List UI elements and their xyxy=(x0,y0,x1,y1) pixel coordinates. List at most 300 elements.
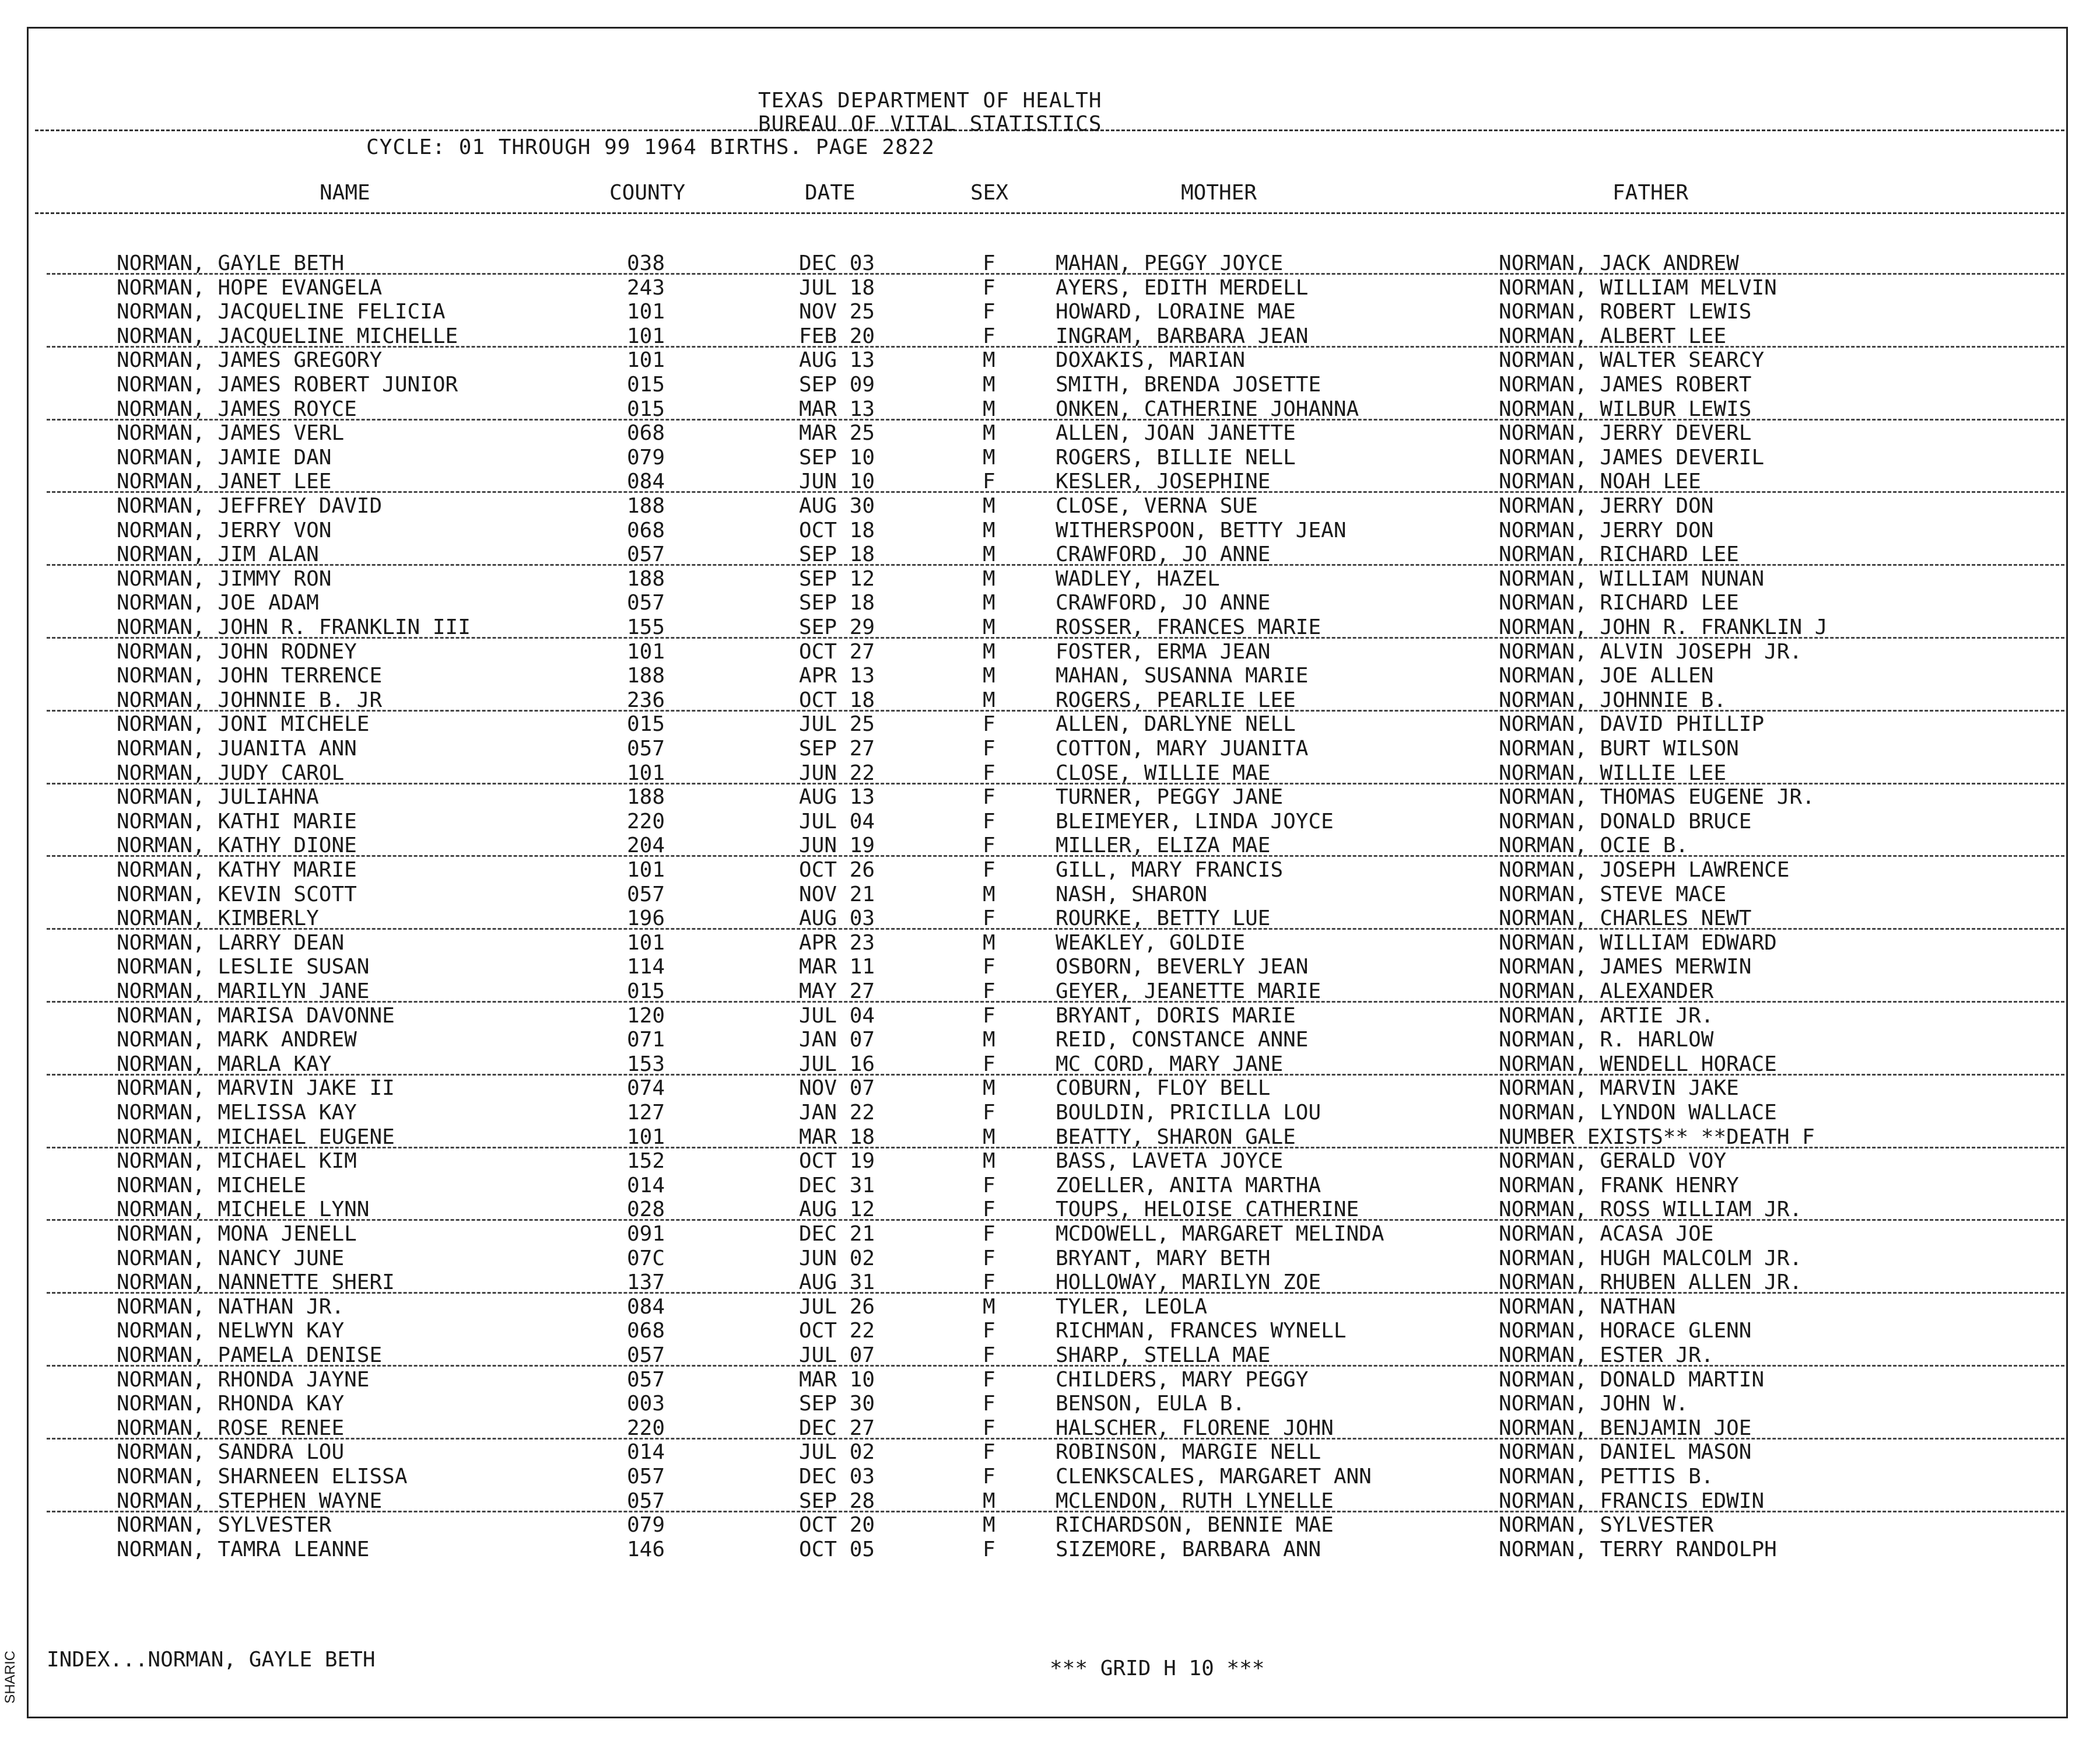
record-name: NORMAN, KEVIN SCOTT xyxy=(117,882,357,906)
record-date: OCT 18 xyxy=(799,688,875,712)
record-date: JUN 10 xyxy=(799,470,875,494)
record-date: NOV 21 xyxy=(799,882,875,906)
record-date: OCT 20 xyxy=(799,1513,875,1538)
record-mother: ROGERS, PEARLIE LEE xyxy=(1056,688,1296,712)
record-father: NORMAN, HUGH MALCOLM JR. xyxy=(1499,1246,1803,1270)
record-father: NORMAN, JAMES MERWIN xyxy=(1499,955,1752,979)
record-mother: RICHARDSON, BENNIE MAE xyxy=(1056,1513,1334,1538)
record-date: MAR 11 xyxy=(799,955,875,979)
row-separator xyxy=(47,855,2064,857)
record-mother: BENSON, EULA B. xyxy=(1056,1392,1246,1416)
record-father: NORMAN, THOMAS EUGENE JR. xyxy=(1499,785,1815,810)
record-name: NORMAN, MICHELE xyxy=(117,1173,307,1197)
record-sex: F xyxy=(983,979,995,1003)
record-county: 003 xyxy=(627,1392,665,1416)
record-county: 101 xyxy=(627,761,665,785)
record-father: NORMAN, WILLIAM NUNAN xyxy=(1499,566,1765,591)
column-header-county: COUNTY xyxy=(609,181,686,205)
record-county: 137 xyxy=(627,1270,665,1295)
record-county: 057 xyxy=(627,1465,665,1489)
record-date: APR 13 xyxy=(799,664,875,688)
record-father: NORMAN, GERALD VOY xyxy=(1499,1149,1727,1174)
record-mother: TYLER, LEOLA xyxy=(1056,1294,1208,1319)
record-mother: ROURKE, BETTY LUE xyxy=(1056,906,1271,931)
record-mother: MCLENDON, RUTH LYNELLE xyxy=(1056,1489,1334,1513)
record-date: SEP 18 xyxy=(799,542,875,567)
record-date: SEP 30 xyxy=(799,1392,875,1416)
record-father: NORMAN, DONALD MARTIN xyxy=(1499,1367,1765,1392)
record-sex: M xyxy=(983,664,995,688)
record-name: NORMAN, NANNETTE SHERI xyxy=(117,1270,395,1295)
record-county: 101 xyxy=(627,639,665,664)
record-father: NORMAN, CHARLES NEWT xyxy=(1499,906,1752,931)
record-county: 152 xyxy=(627,1149,665,1174)
record-sex: M xyxy=(983,518,995,542)
record-name: NORMAN, SYLVESTER xyxy=(117,1513,332,1538)
row-separator xyxy=(47,1219,2064,1221)
record-sex: F xyxy=(983,761,995,785)
record-mother: ROGERS, BILLIE NELL xyxy=(1056,445,1296,470)
record-sex: F xyxy=(983,858,995,882)
record-mother: DOXAKIS, MARIAN xyxy=(1056,348,1246,373)
record-mother: ROSSER, FRANCES MARIE xyxy=(1056,615,1321,639)
record-mother: GILL, MARY FRANCIS xyxy=(1056,858,1284,882)
record-mother: TOUPS, HELOISE CATHERINE xyxy=(1056,1197,1359,1222)
record-sex: F xyxy=(983,1465,995,1489)
record-date: JAN 07 xyxy=(799,1028,875,1052)
record-name: NORMAN, JIM ALAN xyxy=(117,542,319,567)
record-name: NORMAN, JAMES ROYCE xyxy=(117,397,357,421)
record-sex: F xyxy=(983,1101,995,1125)
record-father: NORMAN, NATHAN xyxy=(1499,1294,1676,1319)
record-name: NORMAN, MICHAEL KIM xyxy=(117,1149,357,1174)
record-county: 084 xyxy=(627,1294,665,1319)
record-name: NORMAN, SHARNEEN ELISSA xyxy=(117,1465,408,1489)
record-father: NORMAN, TERRY RANDOLPH xyxy=(1499,1537,1777,1561)
record-county: 079 xyxy=(627,445,665,470)
record-county: 188 xyxy=(627,566,665,591)
record-name: NORMAN, TAMRA LEANNE xyxy=(117,1537,370,1561)
record-county: 068 xyxy=(627,1319,665,1343)
column-header-date: DATE xyxy=(805,181,856,205)
record-mother: WEAKLEY, GOLDIE xyxy=(1056,930,1246,955)
record-date: OCT 19 xyxy=(799,1149,875,1174)
record-date: JUN 19 xyxy=(799,834,875,858)
record-father: NORMAN, WILLIAM MELVIN xyxy=(1499,275,1777,300)
record-county: 057 xyxy=(627,542,665,567)
record-county: 071 xyxy=(627,1028,665,1052)
record-date: OCT 26 xyxy=(799,858,875,882)
record-mother: ALLEN, DARLYNE NELL xyxy=(1056,712,1296,737)
row-separator xyxy=(47,710,2064,712)
record-date: SEP 18 xyxy=(799,591,875,615)
record-name: NORMAN, NELWYN KAY xyxy=(117,1319,345,1343)
record-county: 220 xyxy=(627,809,665,834)
record-county: 068 xyxy=(627,518,665,542)
record-county: 07C xyxy=(627,1246,665,1270)
record-sex: M xyxy=(983,445,995,470)
record-county: 146 xyxy=(627,1537,665,1561)
record-mother: BLEIMEYER, LINDA JOYCE xyxy=(1056,809,1334,834)
record-date: DEC 31 xyxy=(799,1173,875,1197)
record-sex: M xyxy=(983,397,995,421)
record-father: NORMAN, JOHN W. xyxy=(1499,1392,1689,1416)
record-date: JUL 07 xyxy=(799,1343,875,1367)
record-name: NORMAN, HOPE EVANGELA xyxy=(117,275,383,300)
record-mother: WITHERSPOON, BETTY JEAN xyxy=(1056,518,1347,542)
record-sex: F xyxy=(983,785,995,810)
record-date: MAR 10 xyxy=(799,1367,875,1392)
record-sex: F xyxy=(983,1222,995,1246)
record-sex: F xyxy=(983,470,995,494)
record-county: 091 xyxy=(627,1222,665,1246)
record-sex: M xyxy=(983,639,995,664)
record-father: NORMAN, HORACE GLENN xyxy=(1499,1319,1752,1343)
record-mother: CRAWFORD, JO ANNE xyxy=(1056,591,1271,615)
cycle-line: CYCLE: 01 THROUGH 99 1964 BIRTHS. PAGE 2822 xyxy=(366,135,935,159)
record-sex: M xyxy=(983,882,995,906)
record-name: NORMAN, JEFFREY DAVID xyxy=(117,494,383,518)
record-mother: FOSTER, ERMA JEAN xyxy=(1056,639,1271,664)
record-father: NORMAN, ESTER JR. xyxy=(1499,1343,1714,1367)
record-sex: F xyxy=(983,834,995,858)
record-date: OCT 18 xyxy=(799,518,875,542)
record-date: AUG 13 xyxy=(799,785,875,810)
row-separator xyxy=(47,1365,2064,1367)
record-mother: CLOSE, VERNA SUE xyxy=(1056,494,1258,518)
record-county: 057 xyxy=(627,737,665,761)
record-date: AUG 03 xyxy=(799,906,875,931)
row-separator xyxy=(47,1292,2064,1294)
record-sex: M xyxy=(983,688,995,712)
record-name: NORMAN, JAMES ROBERT JUNIOR xyxy=(117,373,458,397)
record-father: NORMAN, RICHARD LEE xyxy=(1499,542,1739,567)
record-sex: M xyxy=(983,930,995,955)
record-mother: OSBORN, BEVERLY JEAN xyxy=(1056,955,1309,979)
record-mother: ONKEN, CATHERINE JOHANNA xyxy=(1056,397,1359,421)
row-separator xyxy=(47,928,2064,930)
grid-indicator: *** GRID H 10 *** xyxy=(1050,1657,1265,1680)
record-name: NORMAN, JONI MICHELE xyxy=(117,712,370,737)
record-date: JUL 02 xyxy=(799,1440,875,1465)
record-name: NORMAN, JOHN TERRENCE xyxy=(117,664,383,688)
record-name: NORMAN, JAMES VERL xyxy=(117,421,345,446)
record-date: MAR 25 xyxy=(799,421,875,446)
record-county: 015 xyxy=(627,979,665,1003)
record-name: NORMAN, JOHN RODNEY xyxy=(117,639,357,664)
record-mother: HOLLOWAY, MARILYN ZOE xyxy=(1056,1270,1321,1295)
record-county: 236 xyxy=(627,688,665,712)
record-sex: F xyxy=(983,809,995,834)
record-county: 014 xyxy=(627,1440,665,1465)
record-father: NORMAN, LYNDON WALLACE xyxy=(1499,1101,1777,1125)
record-county: 057 xyxy=(627,882,665,906)
row-separator xyxy=(47,564,2064,566)
record-father: NORMAN, JERRY DEVERL xyxy=(1499,421,1752,446)
record-county: 015 xyxy=(627,397,665,421)
record-father: NORMAN, WILBUR LEWIS xyxy=(1499,397,1752,421)
record-name: NORMAN, MARVIN JAKE II xyxy=(117,1076,395,1101)
record-county: 015 xyxy=(627,373,665,397)
record-mother: HOWARD, LORAINE MAE xyxy=(1056,300,1296,324)
record-mother: SIZEMORE, BARBARA ANN xyxy=(1056,1537,1321,1561)
index-line: INDEX...NORMAN, GAYLE BETH xyxy=(47,1648,376,1672)
record-county: 101 xyxy=(627,348,665,373)
row-separator xyxy=(47,1001,2064,1003)
record-father: NORMAN, ARTIE JR. xyxy=(1499,1003,1714,1028)
record-father: NORMAN, ROBERT LEWIS xyxy=(1499,300,1752,324)
record-county: 084 xyxy=(627,470,665,494)
record-date: SEP 09 xyxy=(799,373,875,397)
row-separator xyxy=(47,1147,2064,1148)
record-county: 101 xyxy=(627,1125,665,1149)
record-date: NOV 07 xyxy=(799,1076,875,1101)
record-sex: F xyxy=(983,1173,995,1197)
record-mother: COBURN, FLOY BELL xyxy=(1056,1076,1271,1101)
record-name: NORMAN, JANET LEE xyxy=(117,470,332,494)
record-sex: F xyxy=(983,906,995,931)
record-name: NORMAN, JIMMY RON xyxy=(117,566,332,591)
record-name: NORMAN, MELISSA KAY xyxy=(117,1101,357,1125)
record-name: NORMAN, KATHI MARIE xyxy=(117,809,357,834)
record-date: OCT 05 xyxy=(799,1537,875,1561)
record-father: NORMAN, STEVE MACE xyxy=(1499,882,1727,906)
record-date: MAY 27 xyxy=(799,979,875,1003)
record-name: NORMAN, MONA JENELL xyxy=(117,1222,357,1246)
record-sex: F xyxy=(983,1270,995,1295)
column-header-mother: MOTHER xyxy=(1181,181,1257,205)
record-name: NORMAN, JOHNNIE B. JR xyxy=(117,688,383,712)
record-sex: F xyxy=(983,737,995,761)
record-date: MAR 18 xyxy=(799,1125,875,1149)
agency-title: TEXAS DEPARTMENT OF HEALTH xyxy=(758,89,1102,113)
record-date: DEC 27 xyxy=(799,1416,875,1440)
record-date: AUG 30 xyxy=(799,494,875,518)
record-name: NORMAN, NATHAN JR. xyxy=(117,1294,345,1319)
record-father: NORMAN, WILLIAM EDWARD xyxy=(1499,930,1777,955)
row-separator xyxy=(47,346,2064,348)
record-sex: M xyxy=(983,615,995,639)
record-sex: M xyxy=(983,494,995,518)
record-sex: M xyxy=(983,348,995,373)
record-father: NORMAN, JAMES ROBERT xyxy=(1499,373,1752,397)
record-father: NORMAN, RICHARD LEE xyxy=(1499,591,1739,615)
record-date: SEP 27 xyxy=(799,737,875,761)
record-name: NORMAN, KATHY DIONE xyxy=(117,834,357,858)
record-mother: HALSCHER, FLORENE JOHN xyxy=(1056,1416,1334,1440)
record-mother: MC CORD, MARY JANE xyxy=(1056,1052,1284,1076)
record-date: DEC 21 xyxy=(799,1222,875,1246)
record-county: 101 xyxy=(627,930,665,955)
row-separator xyxy=(47,419,2064,421)
record-county: 079 xyxy=(627,1513,665,1538)
record-date: JUN 22 xyxy=(799,761,875,785)
record-mother: ALLEN, JOAN JANETTE xyxy=(1056,421,1296,446)
record-date: JUL 04 xyxy=(799,1003,875,1028)
record-mother: AYERS, EDITH MERDELL xyxy=(1056,275,1309,300)
record-father: NORMAN, JOE ALLEN xyxy=(1499,664,1714,688)
record-name: NORMAN, KIMBERLY xyxy=(117,906,319,931)
record-county: 188 xyxy=(627,664,665,688)
record-mother: COTTON, MARY JUANITA xyxy=(1056,737,1309,761)
record-father: NORMAN, R. HARLOW xyxy=(1499,1028,1714,1052)
record-date: JUL 25 xyxy=(799,712,875,737)
record-mother: ZOELLER, ANITA MARTHA xyxy=(1056,1173,1321,1197)
record-sex: F xyxy=(983,300,995,324)
record-name: NORMAN, NANCY JUNE xyxy=(117,1246,345,1270)
record-name: NORMAN, STEPHEN WAYNE xyxy=(117,1489,383,1513)
record-date: AUG 13 xyxy=(799,348,875,373)
bureau-title: BUREAU OF VITAL STATISTICS xyxy=(758,112,1102,136)
record-name: NORMAN, MARLA KAY xyxy=(117,1052,332,1076)
record-father: NORMAN, JERRY DON xyxy=(1499,494,1714,518)
record-county: 057 xyxy=(627,591,665,615)
record-sex: F xyxy=(983,324,995,348)
record-name: NORMAN, SANDRA LOU xyxy=(117,1440,345,1465)
record-sex: F xyxy=(983,1197,995,1222)
record-name: NORMAN, JERRY VON xyxy=(117,518,332,542)
record-father: NORMAN, PETTIS B. xyxy=(1499,1465,1714,1489)
record-date: JAN 22 xyxy=(799,1101,875,1125)
record-father: NORMAN, DONALD BRUCE xyxy=(1499,809,1752,834)
record-sex: F xyxy=(983,712,995,737)
record-date: OCT 22 xyxy=(799,1319,875,1343)
record-date: DEC 03 xyxy=(799,1465,875,1489)
record-name: NORMAN, KATHY MARIE xyxy=(117,858,357,882)
record-sex: M xyxy=(983,421,995,446)
record-sex: M xyxy=(983,1149,995,1174)
record-date: SEP 29 xyxy=(799,615,875,639)
record-mother: CLOSE, WILLIE MAE xyxy=(1056,761,1271,785)
record-mother: MILLER, ELIZA MAE xyxy=(1056,834,1271,858)
column-header-father: FATHER xyxy=(1612,181,1689,205)
record-date: AUG 12 xyxy=(799,1197,875,1222)
record-county: 101 xyxy=(627,324,665,348)
row-separator xyxy=(47,1438,2064,1440)
record-father: NORMAN, JOHNNIE B. xyxy=(1499,688,1727,712)
record-father: NORMAN, ALEXANDER xyxy=(1499,979,1714,1003)
record-sex: M xyxy=(983,542,995,567)
record-father: NORMAN, ALBERT LEE xyxy=(1499,324,1727,348)
row-separator xyxy=(47,491,2064,493)
column-header-sex: SEX xyxy=(970,181,1009,205)
record-father: NORMAN, NOAH LEE xyxy=(1499,470,1701,494)
record-mother: TURNER, PEGGY JANE xyxy=(1056,785,1284,810)
record-name: NORMAN, MARK ANDREW xyxy=(117,1028,357,1052)
record-father: NORMAN, ALVIN JOSEPH JR. xyxy=(1499,639,1803,664)
record-date: FEB 20 xyxy=(799,324,875,348)
record-father: NORMAN, JAMES DEVERIL xyxy=(1499,445,1765,470)
record-county: 101 xyxy=(627,300,665,324)
record-father: NORMAN, WALTER SEARCY xyxy=(1499,348,1765,373)
record-sex: F xyxy=(983,1416,995,1440)
record-county: 014 xyxy=(627,1173,665,1197)
record-mother: KESLER, JOSEPHINE xyxy=(1056,470,1271,494)
record-mother: INGRAM, BARBARA JEAN xyxy=(1056,324,1309,348)
record-mother: ROBINSON, MARGIE NELL xyxy=(1056,1440,1321,1465)
record-county: 120 xyxy=(627,1003,665,1028)
record-father: NORMAN, JOHN R. FRANKLIN J xyxy=(1499,615,1828,639)
record-county: 057 xyxy=(627,1367,665,1392)
record-date: SEP 28 xyxy=(799,1489,875,1513)
record-date: JUL 18 xyxy=(799,275,875,300)
record-mother: CLENKSCALES, MARGARET ANN xyxy=(1056,1465,1372,1489)
record-date: JUN 02 xyxy=(799,1246,875,1270)
record-name: NORMAN, JACQUELINE FELICIA xyxy=(117,300,446,324)
record-name: NORMAN, JAMIE DAN xyxy=(117,445,332,470)
record-mother: SMITH, BRENDA JOSETTE xyxy=(1056,373,1321,397)
record-mother: MCDOWELL, MARGARET MELINDA xyxy=(1056,1222,1384,1246)
record-sex: M xyxy=(983,1513,995,1538)
record-name: NORMAN, JUANITA ANN xyxy=(117,737,357,761)
record-county: 068 xyxy=(627,421,665,446)
row-separator xyxy=(47,1511,2064,1512)
record-father: NORMAN, JOSEPH LAWRENCE xyxy=(1499,858,1790,882)
record-date: SEP 10 xyxy=(799,445,875,470)
column-header-name: NAME xyxy=(320,181,370,205)
record-sex: F xyxy=(983,1246,995,1270)
record-father: NORMAN, DAVID PHILLIP xyxy=(1499,712,1765,737)
record-county: 243 xyxy=(627,275,665,300)
record-mother: BASS, LAVETA JOYCE xyxy=(1056,1149,1284,1174)
record-mother: NASH, SHARON xyxy=(1056,882,1208,906)
record-father: NORMAN, RHUBEN ALLEN JR. xyxy=(1499,1270,1803,1295)
record-father: NORMAN, WILLIE LEE xyxy=(1499,761,1727,785)
record-county: 057 xyxy=(627,1489,665,1513)
record-name: NORMAN, JOE ADAM xyxy=(117,591,319,615)
record-county: 057 xyxy=(627,1343,665,1367)
record-sex: F xyxy=(983,1343,995,1367)
record-sex: F xyxy=(983,251,995,275)
side-label: SHARIC xyxy=(2,1651,18,1704)
record-name: NORMAN, PAMELA DENISE xyxy=(117,1343,383,1367)
record-mother: WADLEY, HAZEL xyxy=(1056,566,1220,591)
record-father: NORMAN, WENDELL HORACE xyxy=(1499,1052,1777,1076)
record-sex: M xyxy=(983,566,995,591)
record-date: APR 23 xyxy=(799,930,875,955)
record-date: OCT 27 xyxy=(799,639,875,664)
record-father: NORMAN, OCIE B. xyxy=(1499,834,1689,858)
row-separator xyxy=(47,1074,2064,1076)
record-father: NORMAN, FRANK HENRY xyxy=(1499,1173,1739,1197)
record-father: NUMBER EXISTS** **DEATH F xyxy=(1499,1125,1815,1149)
record-name: NORMAN, ROSE RENEE xyxy=(117,1416,345,1440)
record-father: NORMAN, FRANCIS EDWIN xyxy=(1499,1489,1765,1513)
record-mother: BEATTY, SHARON GALE xyxy=(1056,1125,1296,1149)
record-name: NORMAN, JUDY CAROL xyxy=(117,761,345,785)
record-father: NORMAN, BENJAMIN JOE xyxy=(1499,1416,1752,1440)
record-county: 188 xyxy=(627,494,665,518)
record-date: JUL 16 xyxy=(799,1052,875,1076)
record-mother: CRAWFORD, JO ANNE xyxy=(1056,542,1271,567)
record-date: AUG 31 xyxy=(799,1270,875,1295)
record-name: NORMAN, JAMES GREGORY xyxy=(117,348,383,373)
record-sex: M xyxy=(983,1076,995,1101)
record-mother: BOULDIN, PRICILLA LOU xyxy=(1056,1101,1321,1125)
record-name: NORMAN, LESLIE SUSAN xyxy=(117,955,370,979)
record-sex: F xyxy=(983,1537,995,1561)
record-father: NORMAN, JACK ANDREW xyxy=(1499,251,1739,275)
record-sex: F xyxy=(983,1440,995,1465)
record-county: 188 xyxy=(627,785,665,810)
row-separator xyxy=(47,637,2064,639)
record-sex: M xyxy=(983,1125,995,1149)
record-county: 114 xyxy=(627,955,665,979)
record-date: MAR 13 xyxy=(799,397,875,421)
record-mother: MAHAN, PEGGY JOYCE xyxy=(1056,251,1284,275)
record-mother: GEYER, JEANETTE MARIE xyxy=(1056,979,1321,1003)
record-sex: F xyxy=(983,1367,995,1392)
